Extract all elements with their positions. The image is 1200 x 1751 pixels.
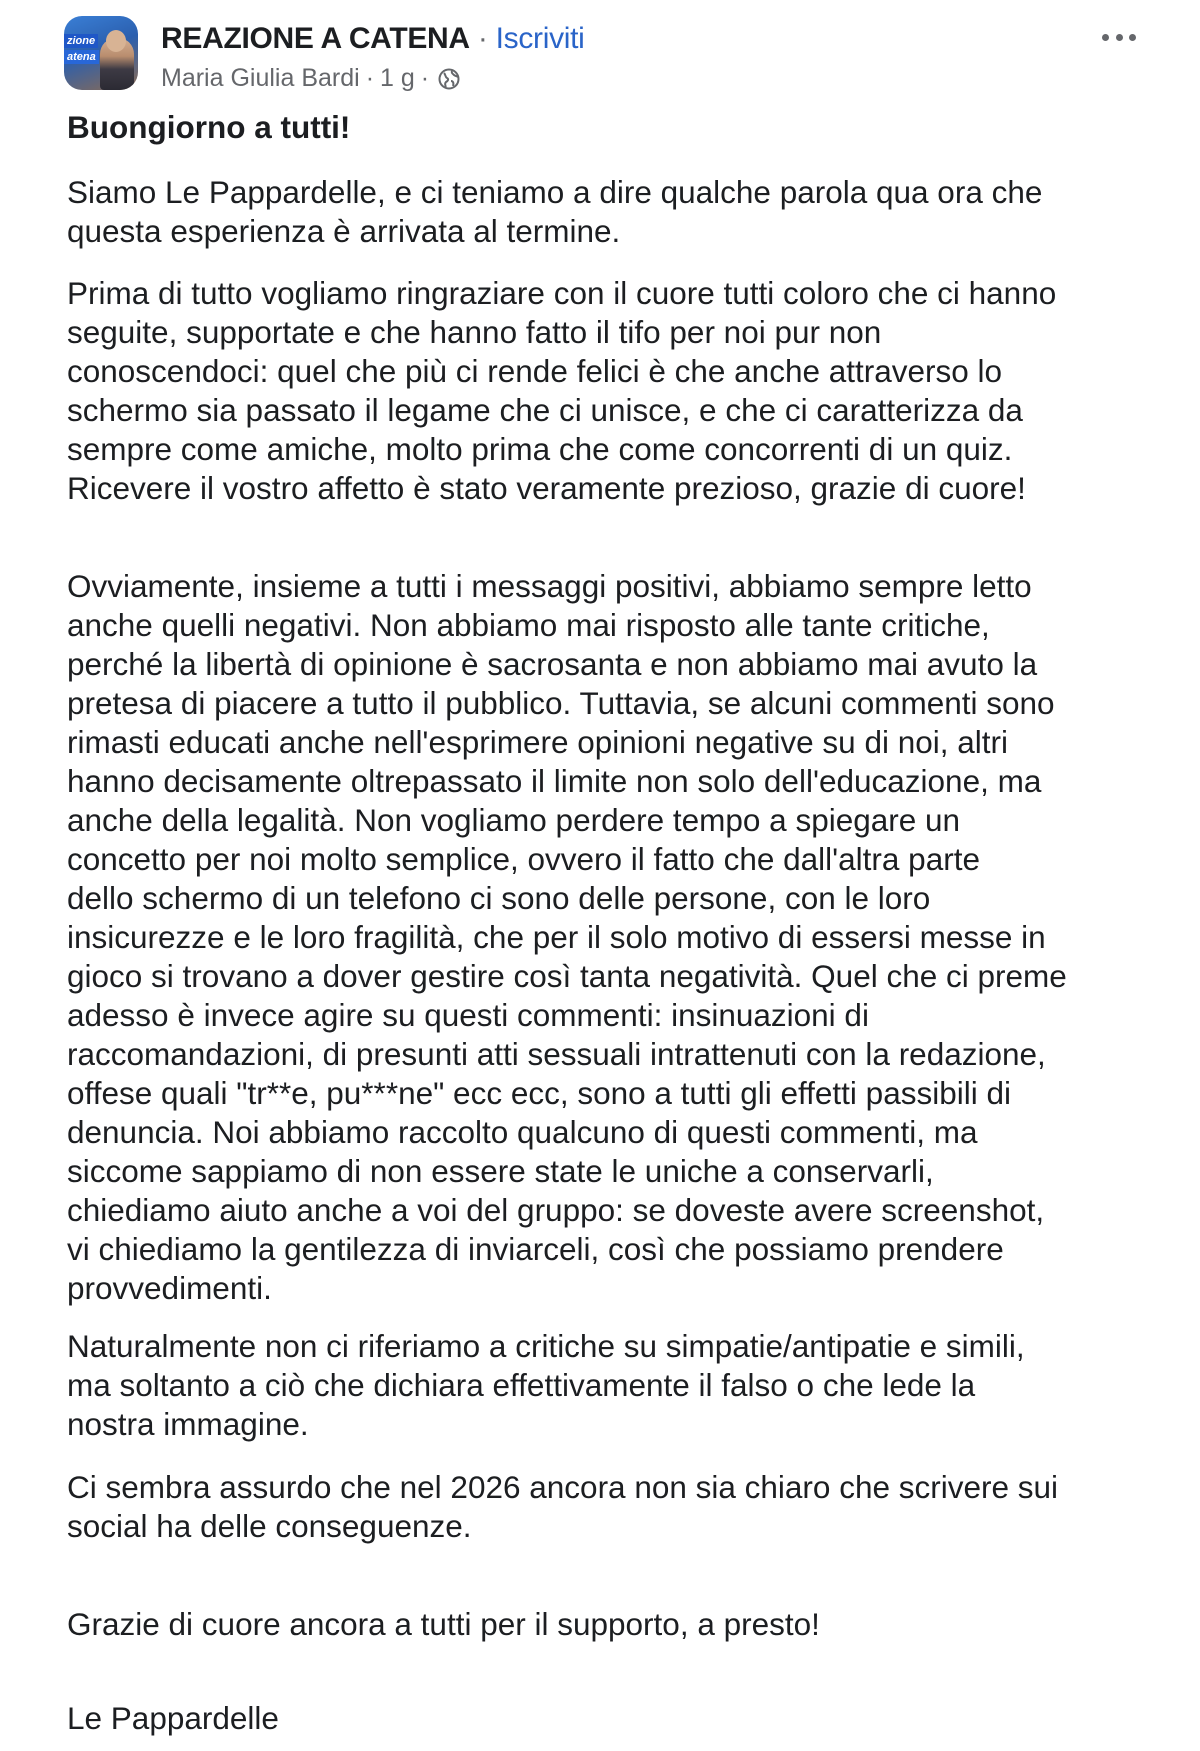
text-line: hanno decisamente oltrepassato il limite non solo dell'educazione, ma [67, 763, 1042, 799]
text-line: seguite, supportate e che hanno fatto il tifo per noi pur non [67, 314, 882, 350]
avatar-logo-text: zione [64, 34, 98, 48]
post-greeting: Buongiorno a tutti! [67, 109, 351, 145]
text-line: gioco si trovano a dover gestire così tanta negatività. Quel che ci preme [67, 958, 1067, 994]
meta-separator: · [420, 64, 430, 92]
post-meta [161, 64, 461, 93]
text-line: nostra immagine. [67, 1406, 309, 1442]
title-separator: · [477, 22, 488, 55]
more-dot [1102, 34, 1109, 41]
meta-separator: · [365, 64, 375, 92]
more-options-icon[interactable] [1102, 30, 1136, 44]
text-line: vi chiediamo la gentilezza di inviarceli, così che possiamo prendere [67, 1231, 1004, 1267]
more-dot [1129, 34, 1136, 41]
text-line: Grazie di cuore ancora a tutti per il supporto, a presto! [67, 1606, 820, 1642]
text-line: anche quelli negativi. Non abbiamo mai risposto alle tante critiche, [67, 607, 990, 643]
post-header [64, 16, 1136, 92]
text-line: ma soltanto a ciò che dichiara effettivamente il falso o che lede la [67, 1367, 976, 1403]
subscribe-button[interactable]: Iscriviti [495, 22, 585, 55]
text-line: dello schermo di un telefono ci sono delle persone, con le loro [67, 880, 931, 916]
post-paragraph [67, 1468, 1058, 1546]
group-name-link[interactable]: REAZIONE A CATENA [161, 22, 470, 55]
text-line: rimasti educati anche nell'esprimere opinioni negative su di noi, altri [67, 724, 1009, 760]
text-line: questa esperienza è arrivata al termine. [67, 213, 621, 249]
post-paragraph [67, 173, 1042, 251]
text-line: insicurezze e le loro fragilità, che per il solo motivo di essersi messe in [67, 919, 1046, 955]
text-line: concetto per noi molto semplice, ovvero il fatto che dall'altra parte [67, 841, 980, 877]
text-line: Prima di tutto vogliamo ringraziare con il cuore tutti coloro che ci hanno [67, 275, 1057, 311]
post-signature: Le Pappardelle [67, 1700, 279, 1736]
text-line: sempre come amiche, molto prima che come concorrenti di un quiz. [67, 431, 1013, 467]
text-line: chiediamo aiuto anche a voi del gruppo: se doveste avere screenshot, [67, 1192, 1045, 1228]
text-line: Ovviamente, insieme a tutti i messaggi positivi, abbiamo sempre letto [67, 568, 1032, 604]
avatar-logo-text: atena [64, 50, 99, 64]
text-line: raccomandazioni, di presunti atti sessuali intrattenuti con la redazione, [67, 1036, 1046, 1072]
text-line: offese quali "tr**e, pu***ne" ecc ecc, sono a tutti gli effetti passibili di [67, 1075, 1012, 1111]
group-avatar[interactable] [64, 16, 138, 90]
post-paragraph [67, 1327, 1025, 1444]
text-line: Ricevere il vostro affetto è stato veramente prezioso, grazie di cuore! [67, 470, 1026, 506]
text-line: social ha delle conseguenze. [67, 1508, 472, 1544]
text-line: anche della legalità. Non vogliamo perdere tempo a spiegare un [67, 802, 961, 838]
more-dot [1116, 34, 1123, 41]
text-line: Ci sembra assurdo che nel 2026 ancora non sia chiaro che scrivere sui [67, 1469, 1059, 1505]
avatar-person-head [106, 30, 126, 52]
text-line: conoscendoci: quel che più ci rende felici è che anche attraverso lo [67, 353, 1003, 389]
text-line: provvedimenti. [67, 1270, 272, 1306]
post-paragraph [67, 567, 1067, 1308]
post-paragraph [67, 274, 1056, 508]
author-name-link[interactable]: Maria Giulia Bardi [161, 64, 360, 92]
globe-icon [437, 67, 461, 91]
text-line: denuncia. Noi abbiamo raccolto qualcuno di questi commenti, ma [67, 1114, 978, 1150]
text-line: perché la libertà di opinione è sacrosanta e non abbiamo mai avuto la [67, 646, 1038, 682]
text-line: Siamo Le Pappardelle, e ci teniamo a dire qualche parola qua ora che [67, 174, 1043, 210]
text-line: siccome sappiamo di non essere state le uniche a conservarli, [67, 1153, 934, 1189]
text-line: schermo sia passato il legame che ci unisce, e che ci caratterizza da [67, 392, 1023, 428]
group-title-line [161, 22, 585, 56]
text-line: pretesa di piacere a tutto il pubblico. Tuttavia, se alcuni commenti sono [67, 685, 1055, 721]
text-line: Naturalmente non ci riferiamo a critiche su simpatie/antipatie e simili, [67, 1328, 1025, 1364]
post-paragraph [67, 1605, 820, 1644]
text-line: adesso è invece agire su questi commenti: insinuazioni di [67, 997, 869, 1033]
post-time-link[interactable]: 1 g [380, 64, 415, 92]
